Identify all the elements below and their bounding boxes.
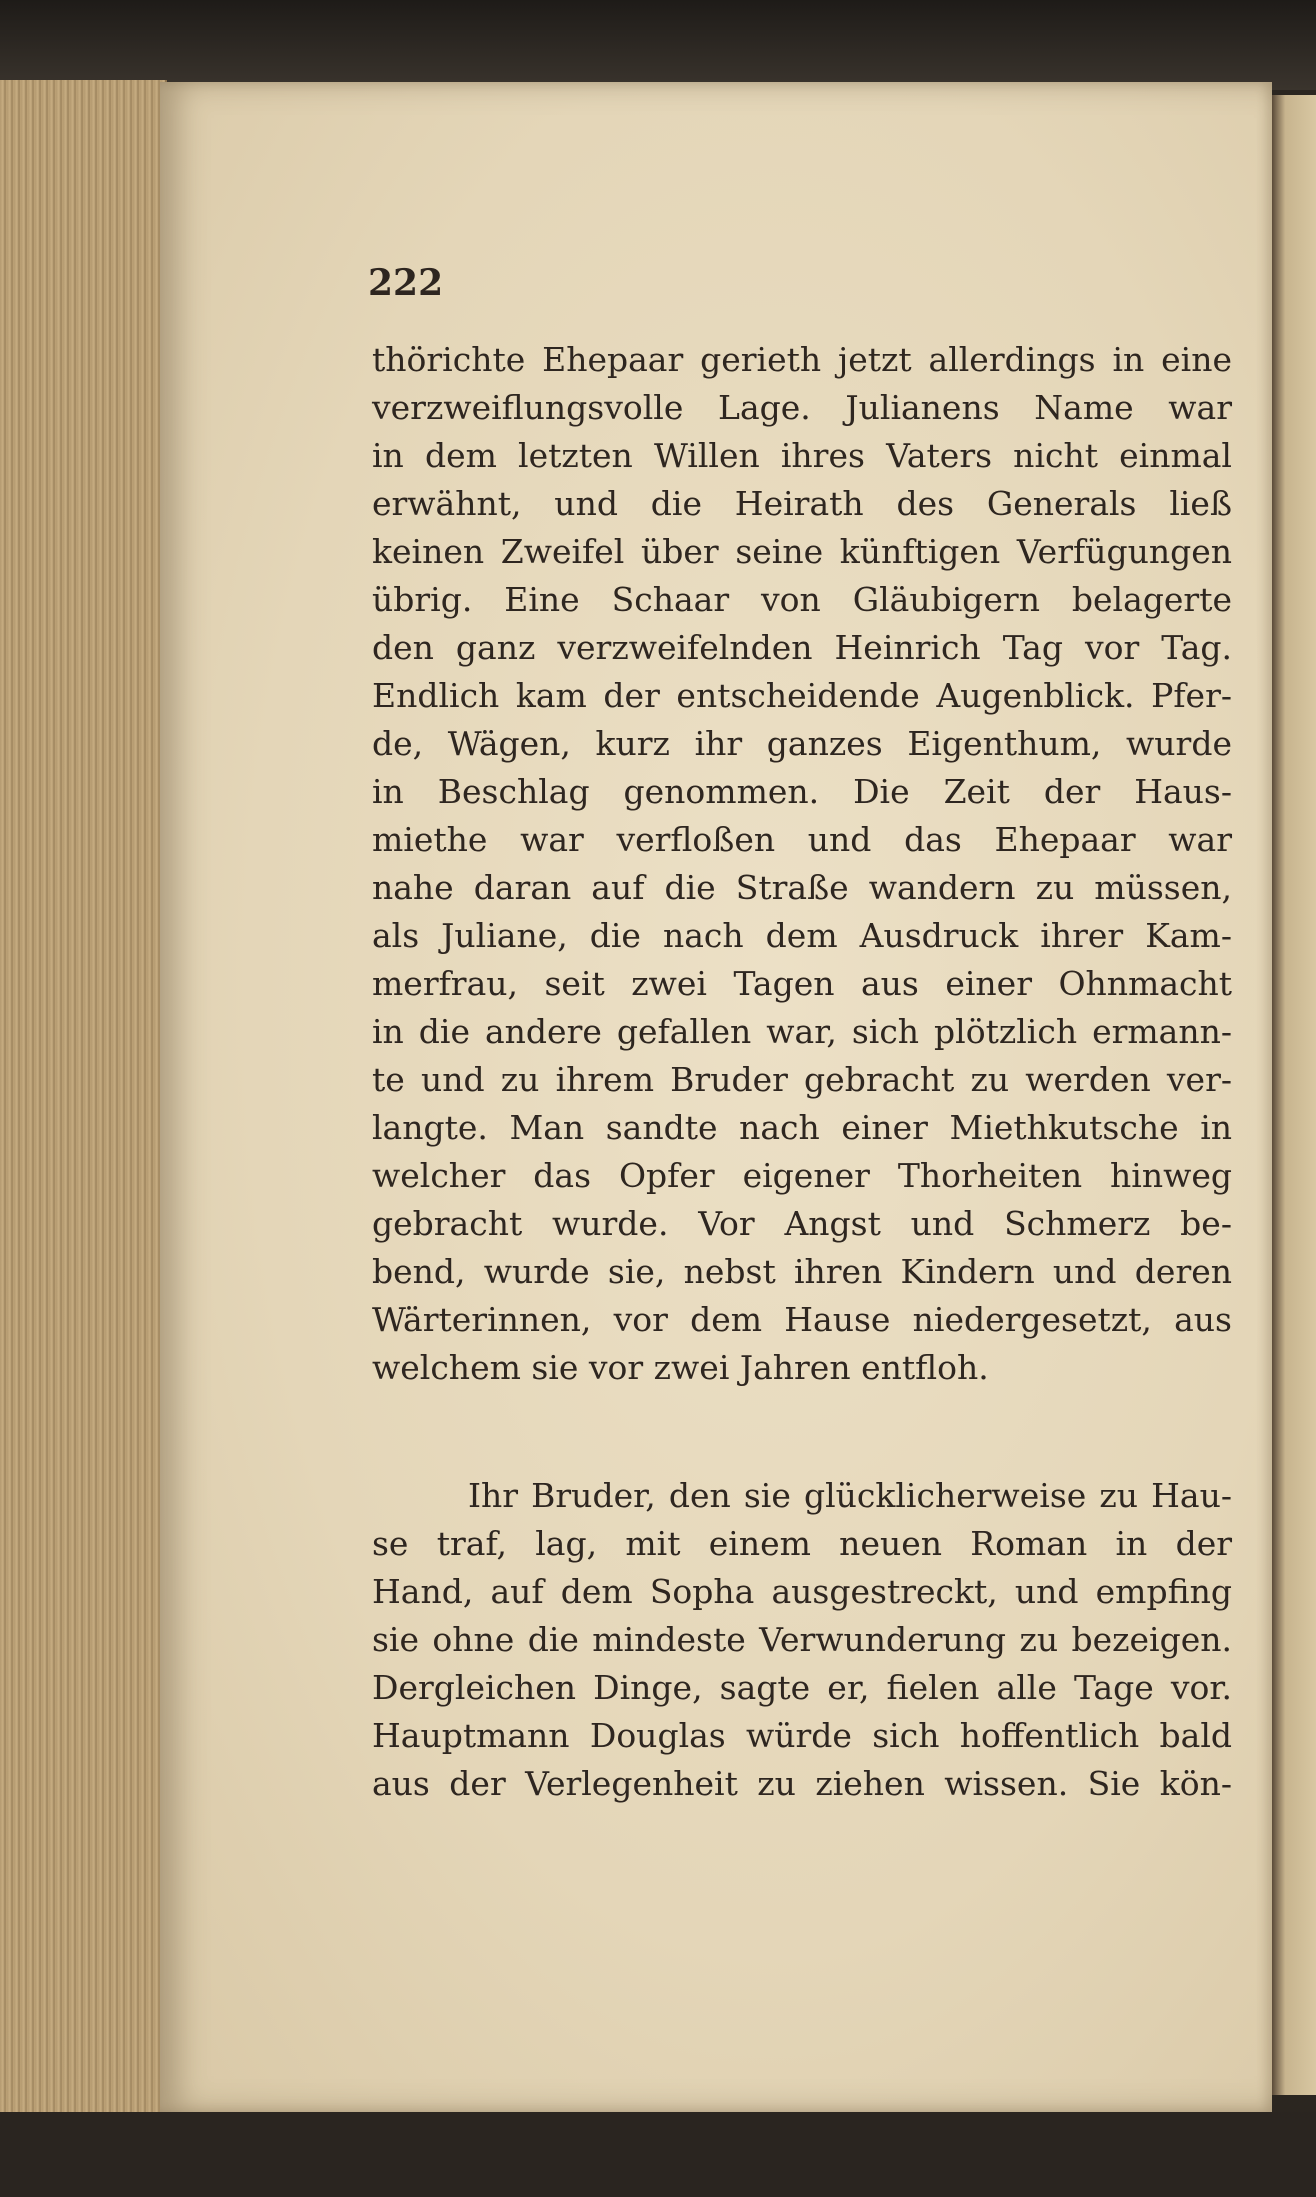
text-line: nahe daran auf die Straße wandern zu müssen, — [372, 868, 1232, 907]
text-line: verzweiflungsvolle Lage. Julianens Name war — [372, 388, 1232, 427]
facing-page-edge — [1272, 95, 1316, 2095]
text-line: welchem sie vor zwei Jahren entfloh. — [372, 1348, 989, 1387]
text-line: den ganz verzweifelnden Heinrich Tag vor Tag. — [372, 628, 1232, 667]
text-line: bend, wurde sie, nebst ihren Kindern und deren — [372, 1252, 1232, 1291]
text-line: Wärterinnen, vor dem Hause niedergesetzt, aus — [372, 1300, 1232, 1339]
text-line: sie ohne die mindeste Verwunderung zu bezeigen. — [372, 1620, 1232, 1659]
text-line: aus der Verlegenheit zu ziehen wissen. Sie kön- — [372, 1764, 1232, 1803]
text-line: Hand, auf dem Sopha ausgestreckt, und empfing — [372, 1572, 1232, 1611]
text-line: miethe war verfloßen und das Ehepaar war — [372, 820, 1232, 859]
text-line: in die andere gefallen war, sich plötzlich ermann- — [372, 1012, 1232, 1051]
text-line: Hauptmann Douglas würde sich hoffentlich bald — [372, 1716, 1232, 1755]
book-bottom-edge — [0, 2112, 1316, 2197]
text-line: in dem letzten Willen ihres Vaters nicht einmal — [372, 436, 1232, 475]
text-line: erwähnt, und die Heirath des Generals ließ — [372, 484, 1232, 523]
text-line: langte. Man sandte nach einer Miethkutsche in — [372, 1108, 1232, 1147]
text-line: keinen Zweifel über seine künftigen Verfügungen — [372, 532, 1232, 571]
text-line: thörichte Ehepaar gerieth jetzt allerdings in eine — [372, 340, 1232, 379]
text-line: Endlich kam der entscheidende Augenblick. Pfer- — [372, 676, 1232, 715]
book-top-edge — [0, 0, 1316, 90]
text-line: welcher das Opfer eigener Thorheiten hinweg — [372, 1156, 1232, 1195]
text-line: übrig. Eine Schaar von Gläubigern belagerte — [372, 580, 1232, 619]
paragraph — [372, 1472, 1232, 1808]
text-line: als Juliane, die nach dem Ausdruck ihrer Kam- — [372, 916, 1232, 955]
text-line: merfrau, seit zwei Tagen aus einer Ohnmacht — [372, 964, 1232, 1003]
text-line: de, Wägen, kurz ihr ganzes Eigenthum, wurde — [372, 724, 1232, 763]
text-line: in Beschlag genommen. Die Zeit der Haus- — [372, 772, 1232, 811]
text-line: te und zu ihrem Bruder gebracht zu werden ver- — [372, 1060, 1232, 1099]
text-line: se traf, lag, mit einem neuen Roman in der — [372, 1524, 1232, 1563]
text-line: gebracht wurde. Vor Angst und Schmerz be- — [372, 1204, 1232, 1243]
text-line: Ihr Bruder, den sie glücklicherweise zu Hau- — [468, 1476, 1232, 1515]
page-stack-edge — [0, 80, 167, 2120]
text-line: Dergleichen Dinge, sagte er, fielen alle Tage vor. — [372, 1668, 1232, 1707]
page-number: 222 — [368, 262, 444, 304]
paragraph — [372, 336, 1232, 1392]
